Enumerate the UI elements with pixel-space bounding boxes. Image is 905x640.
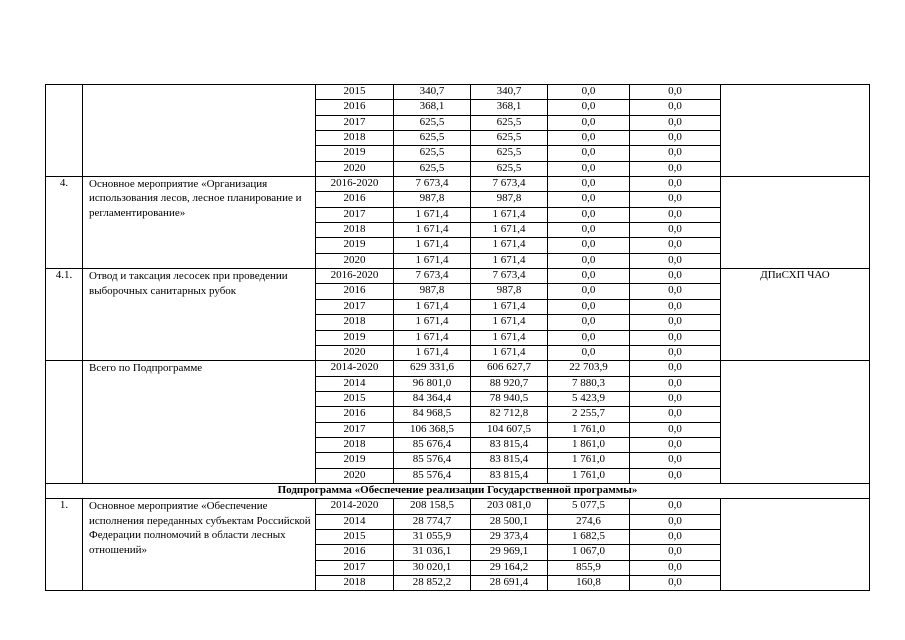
period-cell: 2014-2020 <box>316 361 394 376</box>
federal-budget-cell: 625,5 <box>471 161 548 176</box>
other-sources-cell: 0,0 <box>630 100 721 115</box>
period-cell: 2016 <box>316 100 394 115</box>
other-sources-cell: 0,0 <box>630 299 721 314</box>
regional-budget-cell: 0,0 <box>548 269 630 284</box>
other-sources-cell: 0,0 <box>630 453 721 468</box>
federal-budget-cell: 78 940,5 <box>471 391 548 406</box>
regional-budget-cell: 0,0 <box>548 192 630 207</box>
table-row <box>46 361 870 376</box>
period-cell: 2016-2020 <box>316 269 394 284</box>
regional-budget-cell: 0,0 <box>548 223 630 238</box>
regional-budget-cell: 274,6 <box>548 514 630 529</box>
total-cell: 85 576,4 <box>394 453 471 468</box>
period-cell: 2015 <box>316 529 394 544</box>
regional-budget-cell: 5 077,5 <box>548 499 630 514</box>
regional-budget-cell: 0,0 <box>548 284 630 299</box>
regional-budget-cell: 0,0 <box>548 161 630 176</box>
total-cell: 987,8 <box>394 284 471 299</box>
federal-budget-cell: 987,8 <box>471 192 548 207</box>
total-cell: 629 331,6 <box>394 361 471 376</box>
period-cell: 2017 <box>316 115 394 130</box>
federal-budget-cell: 1 671,4 <box>471 238 548 253</box>
federal-budget-cell: 88 920,7 <box>471 376 548 391</box>
other-sources-cell: 0,0 <box>630 499 721 514</box>
table-body <box>46 85 870 591</box>
period-cell: 2017 <box>316 299 394 314</box>
regional-budget-cell: 1 682,5 <box>548 529 630 544</box>
table-row <box>46 269 870 284</box>
regional-budget-cell: 0,0 <box>548 115 630 130</box>
regional-budget-cell: 7 880,3 <box>548 376 630 391</box>
item-number-cell: 4.1. <box>46 269 83 361</box>
other-sources-cell: 0,0 <box>630 192 721 207</box>
total-cell: 1 671,4 <box>394 223 471 238</box>
regional-budget-cell: 5 423,9 <box>548 391 630 406</box>
federal-budget-cell: 1 671,4 <box>471 223 548 238</box>
other-sources-cell: 0,0 <box>630 391 721 406</box>
item-name-cell: Основное мероприятие «Обеспечение исполнения переданных субъектам Российской Федерации полномочий в области лесных отношений» <box>83 499 316 591</box>
total-cell: 987,8 <box>394 192 471 207</box>
regional-budget-cell: 0,0 <box>548 330 630 345</box>
federal-budget-cell: 28 691,4 <box>471 576 548 591</box>
total-cell: 106 368,5 <box>394 422 471 437</box>
period-cell: 2017 <box>316 422 394 437</box>
federal-budget-cell: 7 673,4 <box>471 177 548 192</box>
regional-budget-cell: 1 067,0 <box>548 545 630 560</box>
total-cell: 31 036,1 <box>394 545 471 560</box>
total-cell: 85 576,4 <box>394 468 471 483</box>
other-sources-cell: 0,0 <box>630 284 721 299</box>
total-cell: 1 671,4 <box>394 207 471 222</box>
regional-budget-cell: 0,0 <box>548 85 630 100</box>
other-sources-cell: 0,0 <box>630 115 721 130</box>
other-sources-cell: 0,0 <box>630 253 721 268</box>
period-cell: 2015 <box>316 391 394 406</box>
total-cell: 84 968,5 <box>394 407 471 422</box>
item-name-cell <box>83 85 316 177</box>
total-cell: 625,5 <box>394 161 471 176</box>
regional-budget-cell: 0,0 <box>548 177 630 192</box>
table-row <box>46 177 870 192</box>
regional-budget-cell: 1 761,0 <box>548 468 630 483</box>
item-number-cell <box>46 85 83 177</box>
total-cell: 625,5 <box>394 115 471 130</box>
executor-cell <box>721 177 870 269</box>
regional-budget-cell: 1 761,0 <box>548 453 630 468</box>
other-sources-cell: 0,0 <box>630 207 721 222</box>
total-cell: 28 852,2 <box>394 576 471 591</box>
item-number-cell: 4. <box>46 177 83 269</box>
period-cell: 2017 <box>316 560 394 575</box>
regional-budget-cell: 0,0 <box>548 315 630 330</box>
item-number-cell <box>46 361 83 484</box>
federal-budget-cell: 340,7 <box>471 85 548 100</box>
other-sources-cell: 0,0 <box>630 560 721 575</box>
total-cell: 208 158,5 <box>394 499 471 514</box>
item-name-cell: Основное мероприятие «Организация использования лесов, лесное планирование и регламентирование» <box>83 177 316 269</box>
regional-budget-cell: 160,8 <box>548 576 630 591</box>
other-sources-cell: 0,0 <box>630 576 721 591</box>
federal-budget-cell: 7 673,4 <box>471 269 548 284</box>
federal-budget-cell: 83 815,4 <box>471 453 548 468</box>
other-sources-cell: 0,0 <box>630 131 721 146</box>
total-cell: 1 671,4 <box>394 315 471 330</box>
executor-cell <box>721 361 870 484</box>
other-sources-cell: 0,0 <box>630 238 721 253</box>
period-cell: 2020 <box>316 345 394 360</box>
federal-budget-cell: 1 671,4 <box>471 315 548 330</box>
regional-budget-cell: 0,0 <box>548 299 630 314</box>
other-sources-cell: 0,0 <box>630 468 721 483</box>
total-cell: 31 055,9 <box>394 529 471 544</box>
federal-budget-cell: 625,5 <box>471 131 548 146</box>
period-cell: 2014-2020 <box>316 499 394 514</box>
period-cell: 2016 <box>316 407 394 422</box>
federal-budget-cell: 29 373,4 <box>471 529 548 544</box>
item-name-cell: Отвод и таксация лесосек при проведении выборочных санитарных рубок <box>83 269 316 361</box>
other-sources-cell: 0,0 <box>630 85 721 100</box>
federal-budget-cell: 82 712,8 <box>471 407 548 422</box>
federal-budget-cell: 83 815,4 <box>471 468 548 483</box>
table-row <box>46 499 870 514</box>
other-sources-cell: 0,0 <box>630 422 721 437</box>
federal-budget-cell: 625,5 <box>471 115 548 130</box>
federal-budget-cell: 1 671,4 <box>471 345 548 360</box>
federal-budget-cell: 625,5 <box>471 146 548 161</box>
regional-budget-cell: 22 703,9 <box>548 361 630 376</box>
other-sources-cell: 0,0 <box>630 545 721 560</box>
regional-budget-cell: 0,0 <box>548 131 630 146</box>
period-cell: 2020 <box>316 253 394 268</box>
federal-budget-cell: 28 500,1 <box>471 514 548 529</box>
period-cell: 2019 <box>316 146 394 161</box>
period-cell: 2016 <box>316 545 394 560</box>
federal-budget-cell: 29 164,2 <box>471 560 548 575</box>
period-cell: 2019 <box>316 238 394 253</box>
other-sources-cell: 0,0 <box>630 223 721 238</box>
period-cell: 2015 <box>316 85 394 100</box>
period-cell: 2014 <box>316 514 394 529</box>
total-cell: 28 774,7 <box>394 514 471 529</box>
period-cell: 2017 <box>316 207 394 222</box>
subprogram-heading-row <box>46 483 870 498</box>
other-sources-cell: 0,0 <box>630 529 721 544</box>
regional-budget-cell: 855,9 <box>548 560 630 575</box>
total-cell: 84 364,4 <box>394 391 471 406</box>
total-cell: 1 671,4 <box>394 345 471 360</box>
regional-budget-cell: 1 761,0 <box>548 422 630 437</box>
other-sources-cell: 0,0 <box>630 407 721 422</box>
period-cell: 2018 <box>316 315 394 330</box>
total-cell: 1 671,4 <box>394 253 471 268</box>
regional-budget-cell: 0,0 <box>548 100 630 115</box>
total-cell: 85 676,4 <box>394 437 471 452</box>
budget-table <box>45 84 870 591</box>
regional-budget-cell: 0,0 <box>548 207 630 222</box>
regional-budget-cell: 2 255,7 <box>548 407 630 422</box>
table-row <box>46 85 870 100</box>
other-sources-cell: 0,0 <box>630 376 721 391</box>
total-cell: 1 671,4 <box>394 299 471 314</box>
other-sources-cell: 0,0 <box>630 269 721 284</box>
period-cell: 2019 <box>316 330 394 345</box>
other-sources-cell: 0,0 <box>630 177 721 192</box>
other-sources-cell: 0,0 <box>630 514 721 529</box>
executor-cell <box>721 499 870 591</box>
federal-budget-cell: 368,1 <box>471 100 548 115</box>
period-cell: 2018 <box>316 437 394 452</box>
total-cell: 625,5 <box>394 131 471 146</box>
total-cell: 340,7 <box>394 85 471 100</box>
federal-budget-cell: 1 671,4 <box>471 299 548 314</box>
federal-budget-cell: 606 627,7 <box>471 361 548 376</box>
item-number-cell: 1. <box>46 499 83 591</box>
executor-cell: ДПиСХП ЧАО <box>721 269 870 361</box>
other-sources-cell: 0,0 <box>630 437 721 452</box>
total-cell: 30 020,1 <box>394 560 471 575</box>
federal-budget-cell: 203 081,0 <box>471 499 548 514</box>
item-name-cell: Всего по Подпрограмме <box>83 361 316 484</box>
federal-budget-cell: 987,8 <box>471 284 548 299</box>
total-cell: 7 673,4 <box>394 269 471 284</box>
executor-cell <box>721 85 870 177</box>
regional-budget-cell: 1 861,0 <box>548 437 630 452</box>
federal-budget-cell: 83 815,4 <box>471 437 548 452</box>
total-cell: 7 673,4 <box>394 177 471 192</box>
other-sources-cell: 0,0 <box>630 146 721 161</box>
federal-budget-cell: 104 607,5 <box>471 422 548 437</box>
regional-budget-cell: 0,0 <box>548 345 630 360</box>
period-cell: 2018 <box>316 576 394 591</box>
period-cell: 2020 <box>316 468 394 483</box>
other-sources-cell: 0,0 <box>630 330 721 345</box>
period-cell: 2020 <box>316 161 394 176</box>
regional-budget-cell: 0,0 <box>548 146 630 161</box>
period-cell: 2016 <box>316 192 394 207</box>
total-cell: 1 671,4 <box>394 330 471 345</box>
total-cell: 368,1 <box>394 100 471 115</box>
total-cell: 96 801,0 <box>394 376 471 391</box>
period-cell: 2018 <box>316 223 394 238</box>
federal-budget-cell: 1 671,4 <box>471 207 548 222</box>
other-sources-cell: 0,0 <box>630 361 721 376</box>
subprogram-heading: Подпрограмма «Обеспечение реализации Государственной программы» <box>46 483 870 498</box>
other-sources-cell: 0,0 <box>630 345 721 360</box>
period-cell: 2018 <box>316 131 394 146</box>
other-sources-cell: 0,0 <box>630 315 721 330</box>
total-cell: 1 671,4 <box>394 238 471 253</box>
other-sources-cell: 0,0 <box>630 161 721 176</box>
period-cell: 2014 <box>316 376 394 391</box>
period-cell: 2016-2020 <box>316 177 394 192</box>
period-cell: 2019 <box>316 453 394 468</box>
total-cell: 625,5 <box>394 146 471 161</box>
federal-budget-cell: 29 969,1 <box>471 545 548 560</box>
federal-budget-cell: 1 671,4 <box>471 330 548 345</box>
federal-budget-cell: 1 671,4 <box>471 253 548 268</box>
regional-budget-cell: 0,0 <box>548 238 630 253</box>
regional-budget-cell: 0,0 <box>548 253 630 268</box>
period-cell: 2016 <box>316 284 394 299</box>
